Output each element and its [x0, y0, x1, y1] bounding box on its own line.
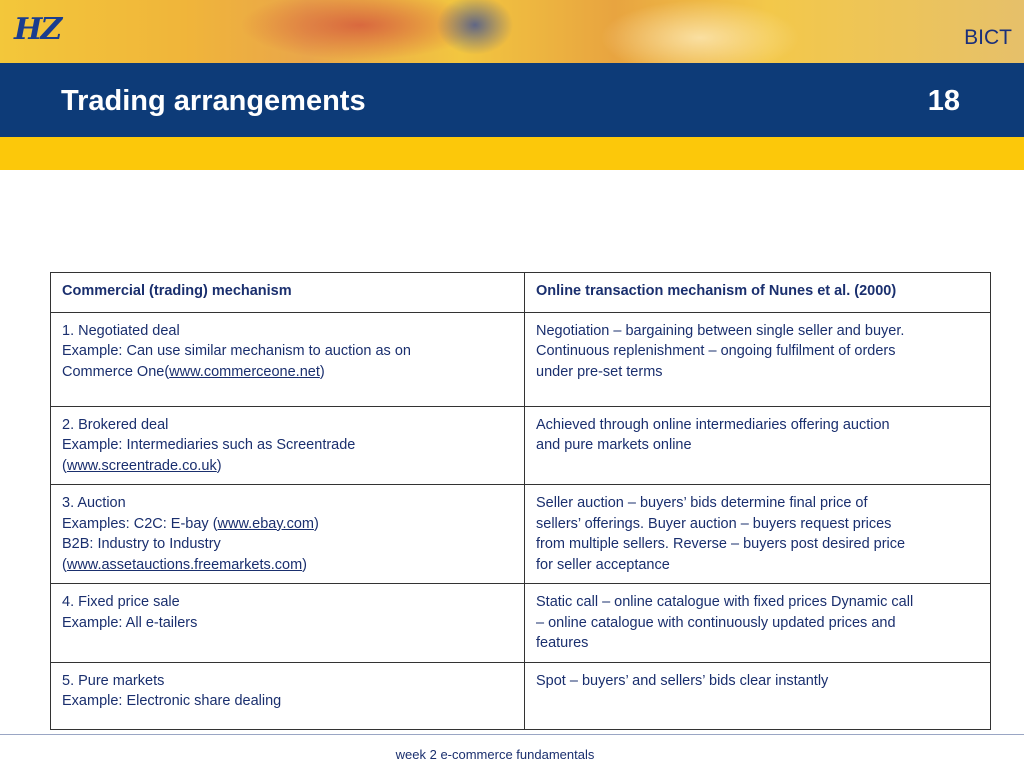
- cell-brokered-description: [525, 406, 991, 485]
- accent-bar: [0, 137, 1024, 170]
- cell-line: for seller acceptance: [536, 556, 670, 573]
- cell-line: [62, 456, 514, 477]
- cell-text: (: [62, 556, 67, 573]
- cell-line: 2. Brokered deal: [62, 416, 169, 433]
- cell-line: – online catalogue with continuously updated prices and: [536, 614, 896, 631]
- cell-text: ): [319, 363, 325, 380]
- table-row: [51, 312, 991, 406]
- footer-divider: [0, 734, 1024, 735]
- title-bar: [0, 63, 1024, 137]
- cell-negotiated-deal: [51, 312, 525, 406]
- cell-text: ): [302, 556, 307, 573]
- header-banner: [0, 0, 1024, 63]
- cell-pure-markets: [51, 662, 525, 729]
- table-row: [51, 406, 991, 485]
- table-row: [51, 662, 991, 729]
- table-row: [51, 584, 991, 663]
- cell-brokered-deal: [51, 406, 525, 485]
- ebay-link[interactable]: www.ebay.com: [217, 515, 314, 532]
- cell-line: 3. Auction: [62, 495, 126, 511]
- cell-text: Commerce One(: [62, 363, 170, 380]
- cell-line: 5. Pure markets: [62, 672, 165, 689]
- cell-line: B2B: Industry to Industry: [62, 536, 221, 552]
- banner-decoration-blue: [430, 0, 520, 60]
- brand-label: BICT: [964, 26, 1012, 49]
- cell-line: Example: Electronic share dealing: [62, 693, 282, 709]
- assetauctions-link[interactable]: www.assetauctions.freemarkets.com: [66, 556, 303, 573]
- header-commercial-mechanism: Commercial (trading) mechanism: [51, 273, 525, 313]
- header-online-mechanism: Online transaction mechanism of Nunes et al. (2000): [525, 273, 991, 313]
- cell-line: Example: All e-tailers: [62, 614, 198, 631]
- cell-line: Seller auction – buyers’ bids determine final price of: [536, 495, 868, 511]
- cell-line: Negotiation – bargaining between single seller and buyer.: [536, 322, 905, 339]
- cell-line: [62, 362, 514, 383]
- slide-number: 18: [927, 85, 960, 117]
- cell-auction-description: [525, 485, 991, 584]
- cell-line: Example: Can use similar mechanism to auction as on: [62, 343, 411, 359]
- cell-fixed-price-sale: [51, 584, 525, 663]
- trading-table: [50, 272, 991, 730]
- cell-line: and pure markets online: [536, 437, 692, 453]
- banner-decoration-light: [600, 0, 800, 63]
- cell-line: Spot – buyers’ and sellers’ bids clear instantly: [536, 672, 829, 689]
- footer-text: week 2 e-commerce fundamentals: [395, 747, 595, 762]
- page-title: Trading arrangements: [61, 85, 366, 117]
- cell-auction: [51, 485, 525, 584]
- cell-line: Continuous replenishment – ongoing fulfilment of orders: [536, 343, 896, 359]
- cell-text: ): [216, 457, 222, 474]
- cell-line: features: [536, 635, 589, 651]
- cell-fixed-price-description: [525, 584, 991, 663]
- cell-pure-markets-description: [525, 662, 991, 729]
- cell-line: Achieved through online intermediaries offering auction: [536, 416, 890, 433]
- cell-text: ): [313, 515, 319, 532]
- cell-line: [62, 514, 514, 535]
- cell-line: sellers’ offerings. Buyer auction – buyers request prices: [536, 515, 892, 532]
- table-header-row: [51, 273, 991, 313]
- commerceone-link[interactable]: www.commerceone.net: [169, 363, 320, 380]
- cell-line: [62, 555, 514, 576]
- cell-line: 1. Negotiated deal: [62, 322, 180, 339]
- hz-logo: HZ: [14, 12, 61, 47]
- screentrade-link[interactable]: www.screentrade.co.uk: [66, 457, 217, 474]
- cell-line: under pre-set terms: [536, 363, 663, 380]
- cell-line: Example: Intermediaries such as Screentrade: [62, 437, 356, 453]
- cell-text: Examples: C2C: E-bay (: [62, 515, 218, 532]
- cell-negotiation-description: [525, 312, 991, 406]
- table-row: [51, 485, 991, 584]
- cell-line: Static call – online catalogue with fixed prices Dynamic call: [536, 594, 914, 610]
- cell-line: from multiple sellers. Reverse – buyers post desired price: [536, 536, 906, 552]
- cell-line: 4. Fixed price sale: [62, 594, 180, 610]
- cell-text: (: [62, 457, 67, 474]
